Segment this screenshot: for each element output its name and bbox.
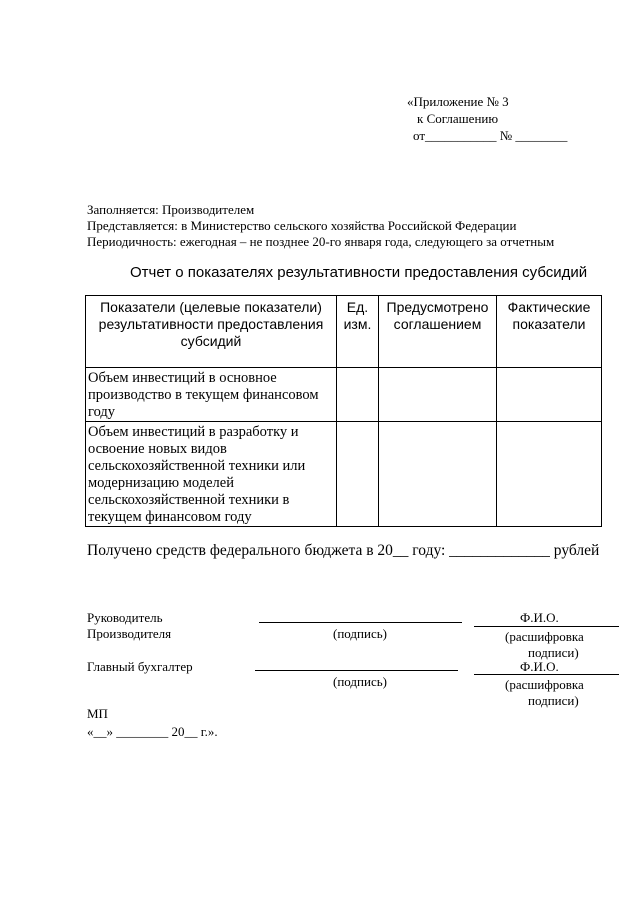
header-planned: Предусмотрено соглашением xyxy=(379,296,497,368)
appendix-number: «Приложение № 3 xyxy=(407,94,509,109)
head-signature-caption: (подпись) xyxy=(333,626,387,641)
head-signature-line xyxy=(259,622,462,623)
indicators-table xyxy=(85,295,602,527)
chief-accountant-signature-caption: (подпись) xyxy=(333,674,387,689)
head-title: Руководитель xyxy=(87,610,163,625)
periodicity-text: Периодичность: ежегодная – не позднее 20-го января года, следующего за отчетным xyxy=(87,234,555,249)
chief-accountant-decoding-line xyxy=(474,674,619,675)
head-fio-label: Ф.И.О. xyxy=(520,610,559,625)
submitted-to-text: Представляется: в Министерство сельского хозяйства Российской Федерации xyxy=(87,218,517,233)
header-actual: Фактические показатели xyxy=(497,296,602,368)
appendix-date-number: от___________ № ________ xyxy=(413,128,568,143)
chief-accountant-fio-label: Ф.И.О. xyxy=(520,659,559,674)
row-planned-cell xyxy=(379,422,497,527)
header-unit: Ед. изм. xyxy=(337,296,379,368)
row-indicator: Объем инвестиций в разработку и освоение новых видов сельскохозяйственной техники или модернизацию моделей сельскохозяйственной техники в текущем финансовом году xyxy=(86,422,337,527)
row-unit-cell xyxy=(337,422,379,527)
date-line: «__» ________ 20__ г.». xyxy=(87,724,218,739)
appendix-agreement: к Соглашению xyxy=(417,111,499,126)
table-row xyxy=(86,422,602,527)
row-indicator: Объем инвестиций в основное производство в текущем финансовом году xyxy=(86,368,337,422)
head-decoding-caption-2: подписи) xyxy=(528,645,579,660)
row-unit-cell xyxy=(337,368,379,422)
head-decoding-line xyxy=(474,626,619,627)
head-decoding-caption: (расшифровка xyxy=(505,629,584,644)
chief-accountant-decoding-caption: (расшифровка xyxy=(505,677,584,692)
row-actual-cell xyxy=(497,368,602,422)
table-row xyxy=(86,368,602,422)
funds-received-text: Получено средств федерального бюджета в 20__ году: _____________ рублей xyxy=(87,542,600,559)
head-organization: Производителя xyxy=(87,626,172,641)
chief-accountant-decoding-caption-2: подписи) xyxy=(528,693,579,708)
filled-by-text: Заполняется: Производителем xyxy=(87,202,255,217)
chief-accountant-title: Главный бухгалтер xyxy=(87,659,193,674)
stamp-label: МП xyxy=(87,706,108,721)
row-actual-cell xyxy=(497,422,602,527)
report-title: Отчет о показателях результативности предоставления субсидий xyxy=(130,264,588,281)
chief-accountant-signature-line xyxy=(255,670,458,671)
header-indicator: Показатели (целевые показатели) результативности предоставления субсидий xyxy=(86,296,337,368)
row-planned-cell xyxy=(379,368,497,422)
table-header-row xyxy=(86,296,602,368)
